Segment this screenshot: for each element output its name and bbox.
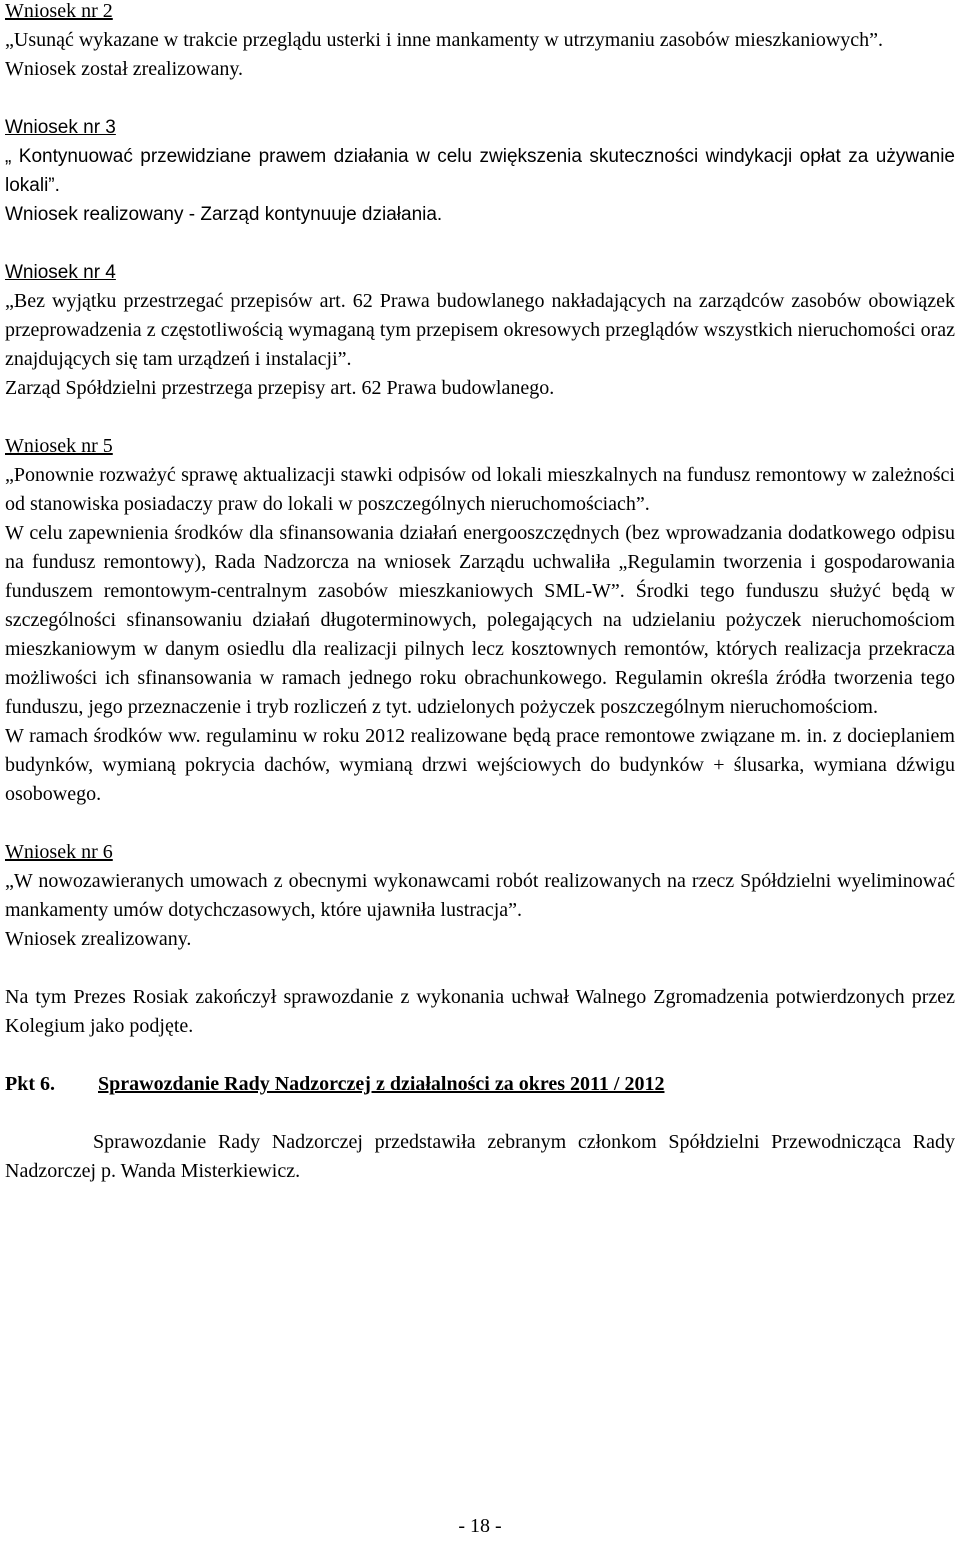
w6-heading: Wniosek nr 6: [5, 841, 113, 863]
spacer: [5, 229, 955, 258]
w4-status: Zarząd Spółdzielni przestrzega przepisy art. 62 Prawa budowlanego.: [5, 377, 555, 399]
w3-heading: Wniosek nr 3: [5, 117, 116, 138]
page-number: - 18 -: [458, 1515, 502, 1537]
spacer: [5, 1041, 955, 1070]
w6-quote: „W nowozawieranych umowach z obecnymi wykonawcami robót realizowanych na rzecz Spółdzielni wyeliminować mankamenty umów dotychczasowych, które ujawniła lustracja”.: [5, 870, 955, 921]
section-title: Sprawozdanie Rady Nadzorczej z działalności za okres 2011 / 2012: [98, 1073, 665, 1095]
spacer: [5, 403, 955, 432]
spacer: [5, 954, 955, 983]
w2-quote: „Usunąć wykazane w trakcie przeglądu usterki i inne mankamenty w utrzymaniu zasobów mieszkaniowych”.: [5, 29, 884, 51]
w2-status: Wniosek został zrealizowany.: [5, 58, 244, 80]
report-paragraph: Sprawozdanie Rady Nadzorczej przedstawiła zebranym członkom Spółdzielni Przewodnicząca Rady Nadzorczej p. Wanda Misterkiewicz.: [5, 1131, 955, 1182]
section-number: Pkt 6.: [5, 1073, 55, 1095]
w5-body-1: W celu zapewnienia środków dla sfinansowania działań energooszczędnych (bez wprowadzania dodatkowego odpisu na fundusz remontowy), Rada Nadzorcza na wniosek Zarządu uchwaliła „Regulamin tworzenia i gospodarowania funduszem remontowym-centralnym zasobów mieszkaniowych SML-W”. Środki tego funduszu służyć będą w szczególności sfinansowaniu działań długoterminowych, polegających na udzielaniu pożyczek nieruchomościom mieszkaniowym w danym osiedlu dla realizacji pilnych lecz kosztownych remontów, których realizacja przekracza możliwości ich sfinansowania w ramach jednego roku obrachunkowego. Regulamin określa źródła tworzenia tego funduszu, jego przeznaczenie i tryb rozliczeń z tyt. udzielonych pożyczek poszczególnym nieruchomościom.: [5, 522, 955, 718]
w5-heading: Wniosek nr 5: [5, 435, 113, 457]
w6-status: Wniosek zrealizowany.: [5, 928, 192, 950]
spacer: [5, 1099, 955, 1128]
spacer: [5, 84, 955, 113]
w3-quote: „ Kontynuować przewidziane prawem działania w celu zwiększenia skuteczności windykacji opłat za używanie lokali”.: [5, 146, 955, 196]
document-page: [5, 0, 955, 1186]
closing-paragraph: Na tym Prezes Rosiak zakończył sprawozdanie z wykonania uchwał Walnego Zgromadzenia potwierdzonych przez Kolegium jako podjęte.: [5, 986, 955, 1037]
w5-body-2: W ramach środków ww. regulaminu w roku 2012 realizowane będą prace remontowe związane m. in. z docieplaniem budynków, wymianą pokrycia dachów, wymianą drzwi wejściowych do budynków + ślusarka, wymiana dźwigu osobowego.: [5, 725, 955, 805]
w2-heading: Wniosek nr 2: [5, 0, 113, 22]
section-heading: [5, 1070, 955, 1099]
spacer: [5, 809, 955, 838]
w4-quote: „Bez wyjątku przestrzegać przepisów art. 62 Prawa budowlanego nakładających na zarządców zasobów obowiązek przeprowadzenia z częstotliwością wymaganą tym przepisem okresowych przeglądów wszystkich nieruchomości oraz znajdujących się tam urządzeń i instalacji”.: [5, 290, 955, 370]
w4-heading: Wniosek nr 4: [5, 262, 116, 283]
w5-quote: „Ponownie rozważyć sprawę aktualizacji stawki odpisów od lokali mieszkalnych na fundusz remontowy w zależności od stanowiska posiadaczy praw do lokali w poszczególnych nieruchomościach”.: [5, 464, 955, 515]
w3-status: Wniosek realizowany - Zarząd kontynuuje działania.: [5, 204, 443, 225]
